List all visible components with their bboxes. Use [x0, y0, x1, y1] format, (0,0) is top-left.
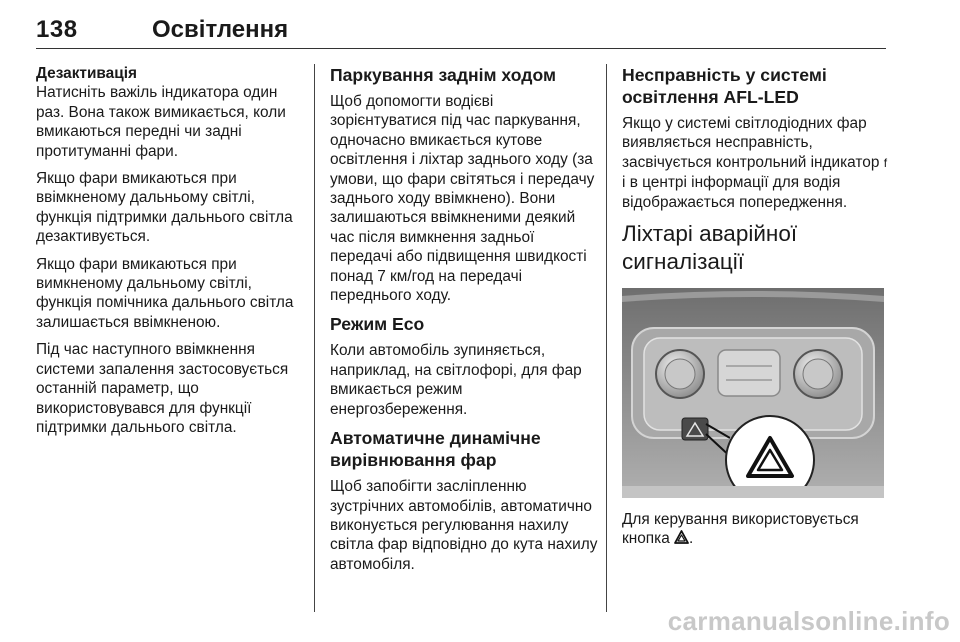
- col1-paragraph-3: Якщо фари вмикаються при вимкненому дальньому світлі, функція помічника дальнього світла залишається ввімкненою.: [36, 255, 294, 331]
- reverse-parking-text: Щоб допомогти водієві зорієнтуватися під час паркування, одночасно вмикається кутове освітлення і ліхтар заднього ходу (за умови, що фари світяться і передачу заднього ходу ввімкнено). Вони залишаються ввімкненими деякий час після вимкнення задньої передачі або підвищення швидкості понад 7 км/год на передачі переднього ходу.: [330, 93, 595, 305]
- hazard-caption: [622, 510, 894, 549]
- afl-fault-text-part-2: і в центрі інформації для водія відображається попередження.: [622, 174, 848, 211]
- column-divider-2: [606, 64, 607, 612]
- reverse-parking-heading: Паркування заднім ходом: [330, 65, 556, 85]
- auto-leveling-text: Щоб запобігти засліпленню зустрічних автомобілів, автоматично виконується регулювання нахилу світла фар відповідно до кута нахилу автомобіля.: [330, 478, 598, 573]
- hazard-switch-illustration: [622, 288, 884, 498]
- col1-paragraph-1: Натисніть важіль індикатора один раз. Вона також вимикається, коли вмикаються передні чи задні протитуманні фари.: [36, 84, 286, 160]
- column-divider-1: [314, 64, 315, 612]
- dashboard-illustration-icon: [622, 288, 884, 498]
- col1-paragraph-4: Під час наступного ввімкнення системи запалення застосовується останній параметр, що використовувався для функції підтримки дальнього світла.: [36, 341, 289, 436]
- eco-mode-heading: Режим Eco: [330, 314, 425, 335]
- afl-fault-heading: Несправність у системі освітлення AFL-LED: [622, 65, 827, 107]
- eco-mode-text: Коли автомобіль зупиняється, наприклад, на світлофорі, для фар вмикається режим енергозбереження.: [330, 342, 582, 418]
- headlight-indicator-icon: f: [883, 155, 888, 170]
- col1-paragraph-2: Якщо фари вмикаються при ввімкненому дальньому світлі, функція підтримки дальнього світла дезактивується.: [36, 170, 293, 246]
- hazard-warning-icon: [674, 530, 689, 544]
- afl-fault-text: [622, 114, 894, 212]
- chapter-title: Освітлення: [152, 16, 289, 43]
- hazard-lights-title: Ліхтарі аварійної сигналізації: [622, 221, 798, 275]
- auto-leveling-heading: Автоматичне динамічне вирівнювання фар: [330, 428, 541, 471]
- watermark: carmanualsonline.info: [667, 606, 950, 636]
- afl-fault-text-part-1: Якщо у системі світлодіодних фар виявляється несправність, засвічується контрольний індикатор: [622, 115, 880, 171]
- header-rule: [36, 48, 886, 49]
- column-3: [622, 64, 894, 557]
- hazard-caption-text: Для керування використовується кнопка: [622, 511, 859, 548]
- column-1: [36, 64, 308, 445]
- deactivation-heading: Дезактивація: [36, 65, 137, 82]
- page-number: 138: [36, 16, 78, 43]
- hazard-caption-end: .: [689, 530, 694, 548]
- column-2: [330, 64, 600, 582]
- page-header: [36, 16, 886, 50]
